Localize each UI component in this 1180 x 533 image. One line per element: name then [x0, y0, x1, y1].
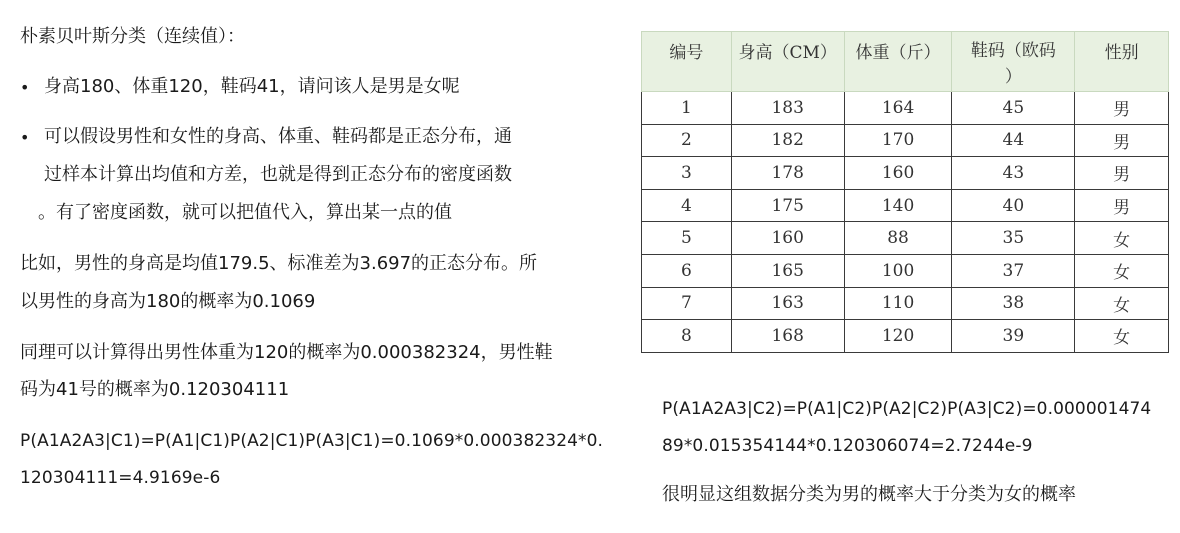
formula-c2-line-2: 89*0.015354144*0.120306074=2.7244e-9	[662, 436, 1033, 456]
cell-shoe-size: 37	[952, 254, 1075, 287]
formula-c1-line-1: P(A1A2A3|C1)=P(A1|C1)P(A2|C1)P(A3|C1)=0.1069*0.000382324*0.	[20, 431, 604, 451]
bullet-dot-icon: •	[20, 78, 30, 97]
cell-id: 2	[642, 124, 732, 157]
cell-weight: 100	[844, 254, 952, 287]
formula-c1-line-2: 120304111=4.9169e-6	[20, 468, 221, 488]
cell-height: 163	[731, 287, 844, 320]
table-row	[642, 320, 1169, 353]
header-gender: 性别	[1075, 32, 1169, 92]
table-row	[642, 189, 1169, 222]
header-id: 编号	[642, 32, 732, 92]
header-shoe-size: 鞋码（欧码 ）	[952, 32, 1075, 92]
paragraph-2-line-1: 同理可以计算得出男性体重为120的概率为0.000382324，男性鞋	[20, 342, 553, 363]
cell-height: 183	[731, 92, 844, 125]
cell-weight: 88	[844, 222, 952, 255]
cell-weight: 164	[844, 92, 952, 125]
table-header-row	[642, 32, 1169, 92]
cell-id: 7	[642, 287, 732, 320]
cell-weight: 170	[844, 124, 952, 157]
paragraph-2-line-2: 码为41号的概率为0.120304111	[20, 379, 290, 400]
bullet-dot-icon: •	[20, 128, 30, 147]
cell-shoe-size: 44	[952, 124, 1075, 157]
table-row	[642, 124, 1169, 157]
cell-id: 5	[642, 222, 732, 255]
cell-gender: 男	[1075, 92, 1169, 125]
cell-id: 1	[642, 92, 732, 125]
cell-id: 8	[642, 320, 732, 353]
paragraph-1-line-2: 以男性的身高为180的概率为0.1069	[20, 291, 316, 312]
cell-gender: 男	[1075, 157, 1169, 190]
table-row	[642, 92, 1169, 125]
header-weight: 体重（斤）	[844, 32, 952, 92]
table-row	[642, 287, 1169, 320]
cell-gender: 男	[1075, 124, 1169, 157]
cell-shoe-size: 38	[952, 287, 1075, 320]
cell-height: 160	[731, 222, 844, 255]
page-title: 朴素贝叶斯分类（连续值）：	[20, 26, 245, 47]
cell-weight: 140	[844, 189, 952, 222]
cell-id: 4	[642, 189, 732, 222]
cell-gender: 女	[1075, 287, 1169, 320]
conclusion-text: 很明显这组数据分类为男的概率大于分类为女的概率	[662, 484, 1076, 505]
cell-shoe-size: 35	[952, 222, 1075, 255]
cell-gender: 男	[1075, 189, 1169, 222]
cell-weight: 160	[844, 157, 952, 190]
table-row	[642, 254, 1169, 287]
cell-id: 6	[642, 254, 732, 287]
bullet-2-line-1: 可以假设男性和女性的身高、体重、鞋码都是正态分布，通	[44, 126, 512, 147]
table-row	[642, 222, 1169, 255]
cell-gender: 女	[1075, 320, 1169, 353]
cell-shoe-size: 43	[952, 157, 1075, 190]
data-table	[641, 31, 1169, 353]
cell-gender: 女	[1075, 254, 1169, 287]
cell-height: 165	[731, 254, 844, 287]
cell-height: 168	[731, 320, 844, 353]
cell-weight: 120	[844, 320, 952, 353]
cell-weight: 110	[844, 287, 952, 320]
table-row	[642, 157, 1169, 190]
bullet-1-line-1: 身高180、体重120，鞋码41，请问该人是男是女呢	[44, 76, 460, 97]
cell-height: 178	[731, 157, 844, 190]
header-height: 身高（CM）	[731, 32, 844, 92]
bullet-2-line-2: 过样本计算出均值和方差，也就是得到正态分布的密度函数	[44, 164, 512, 185]
cell-height: 182	[731, 124, 844, 157]
cell-id: 3	[642, 157, 732, 190]
cell-shoe-size: 45	[952, 92, 1075, 125]
cell-height: 175	[731, 189, 844, 222]
cell-gender: 女	[1075, 222, 1169, 255]
cell-shoe-size: 40	[952, 189, 1075, 222]
paragraph-1-line-1: 比如，男性的身高是均值179.5、标准差为3.697的正态分布。所	[20, 253, 538, 274]
formula-c2-line-1: P(A1A2A3|C2)=P(A1|C2)P(A2|C2)P(A3|C2)=0.000001474	[662, 399, 1152, 419]
bullet-2-line-3: 。有了密度函数，就可以把值代入，算出某一点的值	[38, 202, 452, 223]
cell-shoe-size: 39	[952, 320, 1075, 353]
